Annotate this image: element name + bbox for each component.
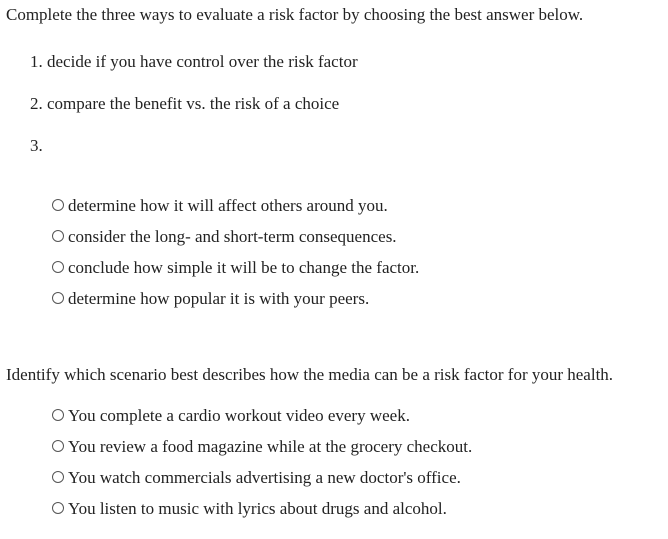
q1-option-1-label[interactable]: determine how it will affect others around you. xyxy=(68,196,388,215)
q1-option-4-label[interactable]: determine how popular it is with your peers. xyxy=(68,289,370,308)
q1-option-1-radio[interactable] xyxy=(52,199,64,211)
q1-option-4-radio[interactable] xyxy=(52,292,64,304)
q2-option-4-radio[interactable] xyxy=(52,502,64,514)
q2-option-1-radio[interactable] xyxy=(52,409,64,421)
q1-option-3-label[interactable]: conclude how simple it will be to change the factor. xyxy=(68,258,420,277)
q2-option-2-radio[interactable] xyxy=(52,440,64,452)
q1-option-2-radio[interactable] xyxy=(52,230,64,242)
step-3: 3. xyxy=(30,136,43,155)
q1-option-3-radio[interactable] xyxy=(52,261,64,273)
question-1-prompt: Complete the three ways to evaluate a risk factor by choosing the best answer below. xyxy=(6,5,584,24)
question-2-prompt: Identify which scenario best describes how the media can be a risk factor for your health. xyxy=(6,365,614,384)
step-1: 1. decide if you have control over the risk factor xyxy=(30,52,358,71)
q2-option-1-label[interactable]: You complete a cardio workout video every week. xyxy=(68,406,410,425)
q2-option-2-label[interactable]: You review a food magazine while at the grocery checkout. xyxy=(68,437,473,456)
q2-option-4-label[interactable]: You listen to music with lyrics about drugs and alcohol. xyxy=(68,499,447,518)
q1-option-2-label[interactable]: consider the long- and short-term consequences. xyxy=(68,227,397,246)
step-2: 2. compare the benefit vs. the risk of a choice xyxy=(30,94,340,113)
q2-option-3-radio[interactable] xyxy=(52,471,64,483)
q2-option-3-label[interactable]: You watch commercials advertising a new doctor's office. xyxy=(68,468,461,487)
